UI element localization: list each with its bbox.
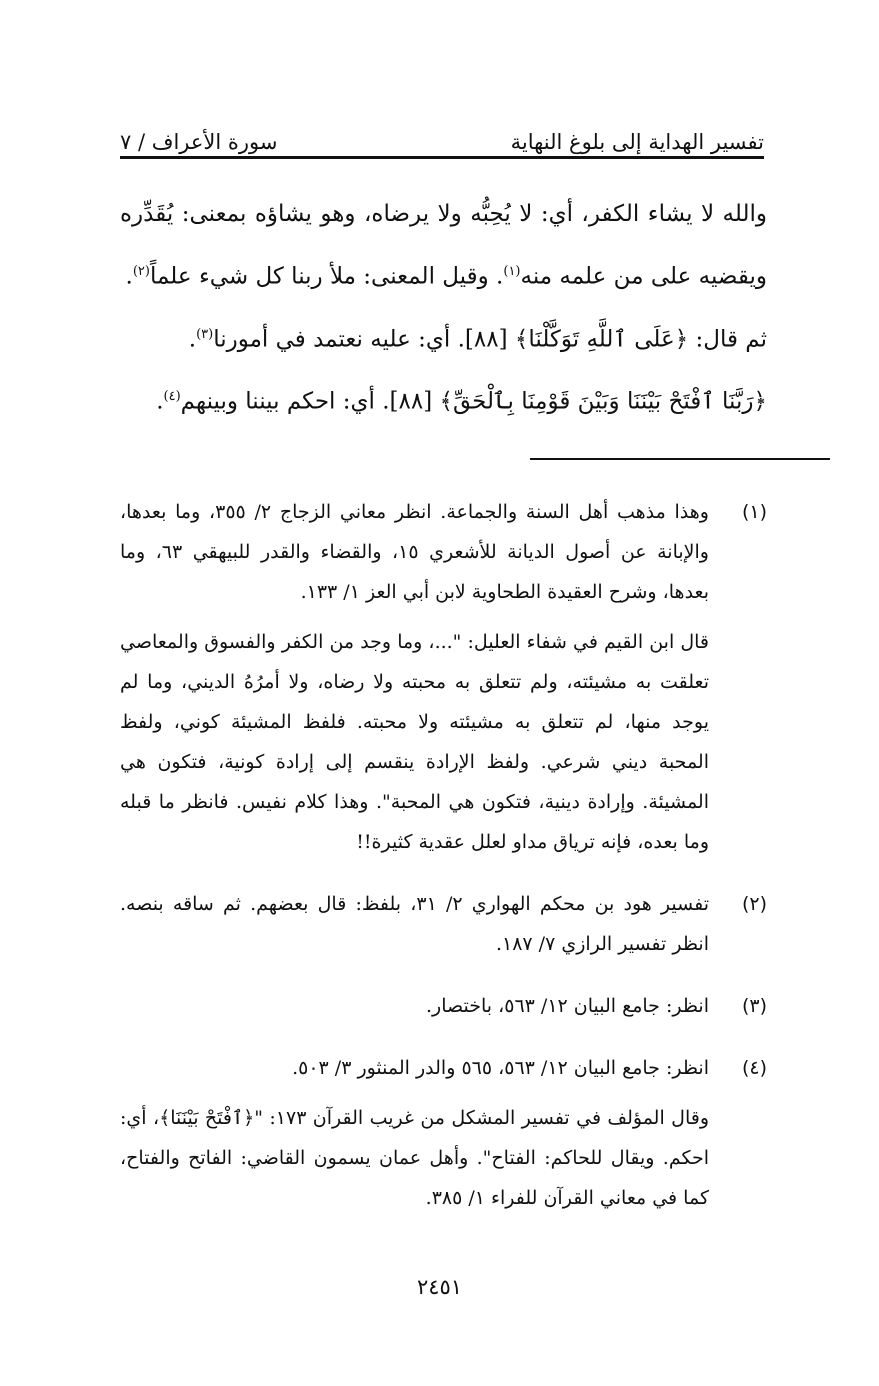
paragraph-1 — [120, 185, 767, 306]
page-number: ٢٤٥١ — [416, 1275, 463, 1299]
footnote-ref-4[interactable]: (٤) — [163, 389, 181, 405]
footnote-extra: قال ابن القيم في شفاء العليل: "...، وما وجد من الكفر والفسوق والمعاصي تعلقت به مشيئته، ولم تتعلق به محبته ولا رضاه، ولا أمرُهُ الديني، وما لم يوجد منها، لم تتعلق به مشيئته ولا محبته. فلفظ المشيئة كوني، ولفظ المحبة ديني شرعي. ولفظ الإرادة ينقسم إلى إرادة كونية، فتكون هي المشيئة. وإرادة دينية، فتكون هي المحبة". وهذا كلام نفيس. فانظر ما قبله وما بعده، فإنه ترياق مداو لعلل عقدية كثيرة!! — [120, 631, 709, 853]
paragraph-1-text: والله لا يشاء الكفر، أي: لا يُحِبُّه ولا يرضاه، وهو يشاؤه بمعنى: يُقَدِّره ويقضيه على من علمه منه — [120, 201, 767, 290]
footnote-2 — [120, 884, 767, 974]
quran-verse-3: ﴿ٱفْتَحْ بَيْنَنَا﴾ — [159, 1107, 255, 1129]
paragraph-3-text: [٨٨]. أي: احكم بيننا وبينهم — [180, 388, 440, 415]
footnote-text: وهذا مذهب أهل السنة والجماعة. انظر معاني الزجاج ٢/ ٣٥٥، وما بعدها، والإبانة عن أصول الديانة للأشعري ١٥، والقضاء والقدر للبيهقي ٦٣، وما بعدها، وشرح العقيدة الطحاوية لابن أبي العز ١/ ١٣٣. — [120, 501, 709, 603]
surah-label: سورة الأعراف / ٧ — [120, 130, 278, 154]
footnote-text: تفسير هود بن محكم الهواري ٢/ ٣١، بلفظ: قال بعضهم. ثم ساقه بنصه. انظر تفسير الرازي ٧/ ١٨٧. — [120, 893, 710, 955]
running-header — [120, 118, 764, 159]
footnote-extra-a: وقال المؤلف في تفسير المشكل من غريب القرآن ١٧٣: " — [254, 1107, 709, 1129]
footnote-extra — [120, 1098, 709, 1218]
quran-verse-1: ﴿عَلَى ٱللَّهِ تَوَكَّلْنَا﴾ — [514, 326, 689, 353]
paragraph-1-text-b: . وقيل المعنى: ملأ ربنا كل شيء علماً — [149, 263, 504, 290]
footnote-number: (١) — [741, 501, 767, 523]
paragraph-2-lead: ثم قال: — [688, 326, 767, 353]
main-text — [120, 185, 767, 431]
paragraph-3 — [120, 368, 767, 431]
footnote-number: (٤) — [741, 1057, 767, 1079]
footnote-ref-3[interactable]: (٣) — [196, 326, 214, 342]
footnote-body — [120, 1048, 709, 1228]
footnote-text: انظر: جامع البيان ١٢/ ٥٦٣، باختصار. — [426, 995, 709, 1017]
paragraph-2-text: [٨٨]. أي: عليه نعتمد في أمورنا — [213, 326, 515, 353]
book-title: تفسير الهداية إلى بلوغ النهاية — [510, 130, 764, 154]
footnote-body — [120, 492, 709, 872]
footnote-body — [120, 884, 709, 974]
footnote-1 — [120, 492, 767, 872]
footnote-number: (٣) — [741, 995, 767, 1017]
footnote-4 — [120, 1048, 767, 1228]
paragraph-2 — [120, 306, 767, 369]
footnote-extra-b: ، أي: احكم. ويقال للحاكم: الفتاح". وأهل عمان يسمون القاضي: الفاتح والفتاح، كما في معاني القرآن للفراء ١/ ٣٨٥. — [120, 1107, 709, 1209]
footnote-number: (٢) — [741, 893, 767, 915]
footnote-ref-1[interactable]: (١) — [503, 264, 521, 279]
paragraph-1-end: . — [125, 263, 133, 290]
paragraph-3-end: . — [156, 388, 164, 415]
quran-verse-2: ﴿رَبَّنَا ٱفْتَحْ بَيْنَنَا وَبَيْنَ قَوْمِنَا بِٱلْحَقِّ﴾ — [439, 388, 767, 415]
footnote-ref-2[interactable]: (٢) — [132, 264, 150, 279]
footnote-text: انظر: جامع البيان ١٢/ ٥٦٣، ٥٦٥ والدر المنثور ٣/ ٥٠٣. — [292, 1057, 709, 1079]
footnotes — [120, 492, 767, 1240]
footnote-body — [120, 986, 709, 1036]
paragraph-2-end: . — [188, 326, 197, 353]
footnote-3 — [120, 986, 767, 1036]
footnote-separator — [530, 458, 830, 460]
